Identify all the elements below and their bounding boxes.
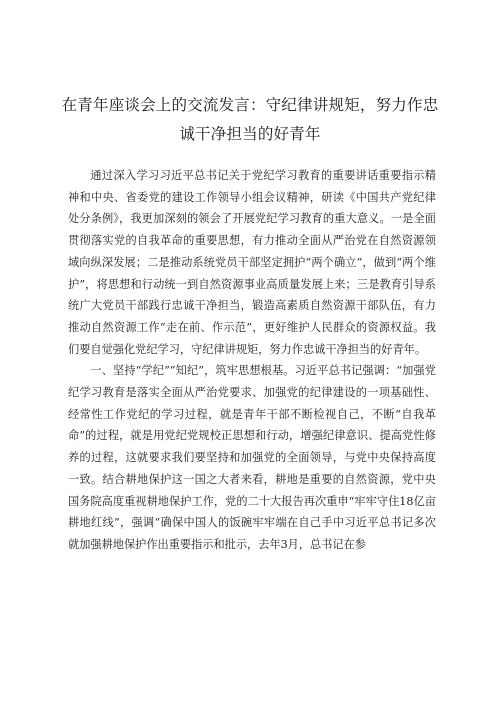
document-body: [68, 165, 436, 556]
paragraph-section-1: 一、坚持“学纪”“知纪”，筑牢思想根基。习近平总书记强调：“加强党纪学习教育是落实全面从严治党要求、加强党的纪律建设的一项基础性、经常性工作党纪的学习过程，就是青年干部不断检视自己，不断“自我革命”的过程，就是用党纪党规校正思想和行动，增强纪律意识、提高党性修养的过程，这就要求我们要坚持和加强党的全面领导，与党中央保持高度一致。结合耕地保护这一国之大者来看，耕地是重要的自然资源，党中央国务院高度重视耕地保护工作，党的二十大报告再次重申“牢牢守住18亿亩耕地红线”，强调“确保中国人的饭碗牢牢端在自己手中习近平总书记多次就加强耕地保护作出重要指示和批示，去年3月，总书记在参: [68, 364, 436, 551]
document-title-line-2: 诚干净担当的好青年: [179, 125, 321, 143]
paragraph-intro: 通过深入学习习近平总书记关于党纪学习教育的重要讲话重要指示精神和中央、省委党的建设工作领导小组会议精神，研读《中国共产党纪律处分条例》，我更加深刻的领会了开展党纪学习教育的重大意义。一是全面贯彻落实党的自我革命的重要思想，有力推动全面从严治党在自然资源领域向纵深发展；二是推动系统党员干部坚定拥护“两个确立”，做到“两个维护”，将思想和行动统一到自然资源事业高质量发展上来；三是教育引导系统广大党员干部践行忠诚干净担当，锻造高素质自然资源干部队伍，有力推动自然资源工作“走在前、作示范”，更好维护人民群众的资源权益。我们要自觉强化党纪学习，守纪律讲规矩，努力作忠诚干净担当的好青年。: [68, 169, 436, 356]
document-title-line-1: 在青年座谈会上的交流发言：守纪律讲规矩，努力作忠: [61, 96, 439, 114]
